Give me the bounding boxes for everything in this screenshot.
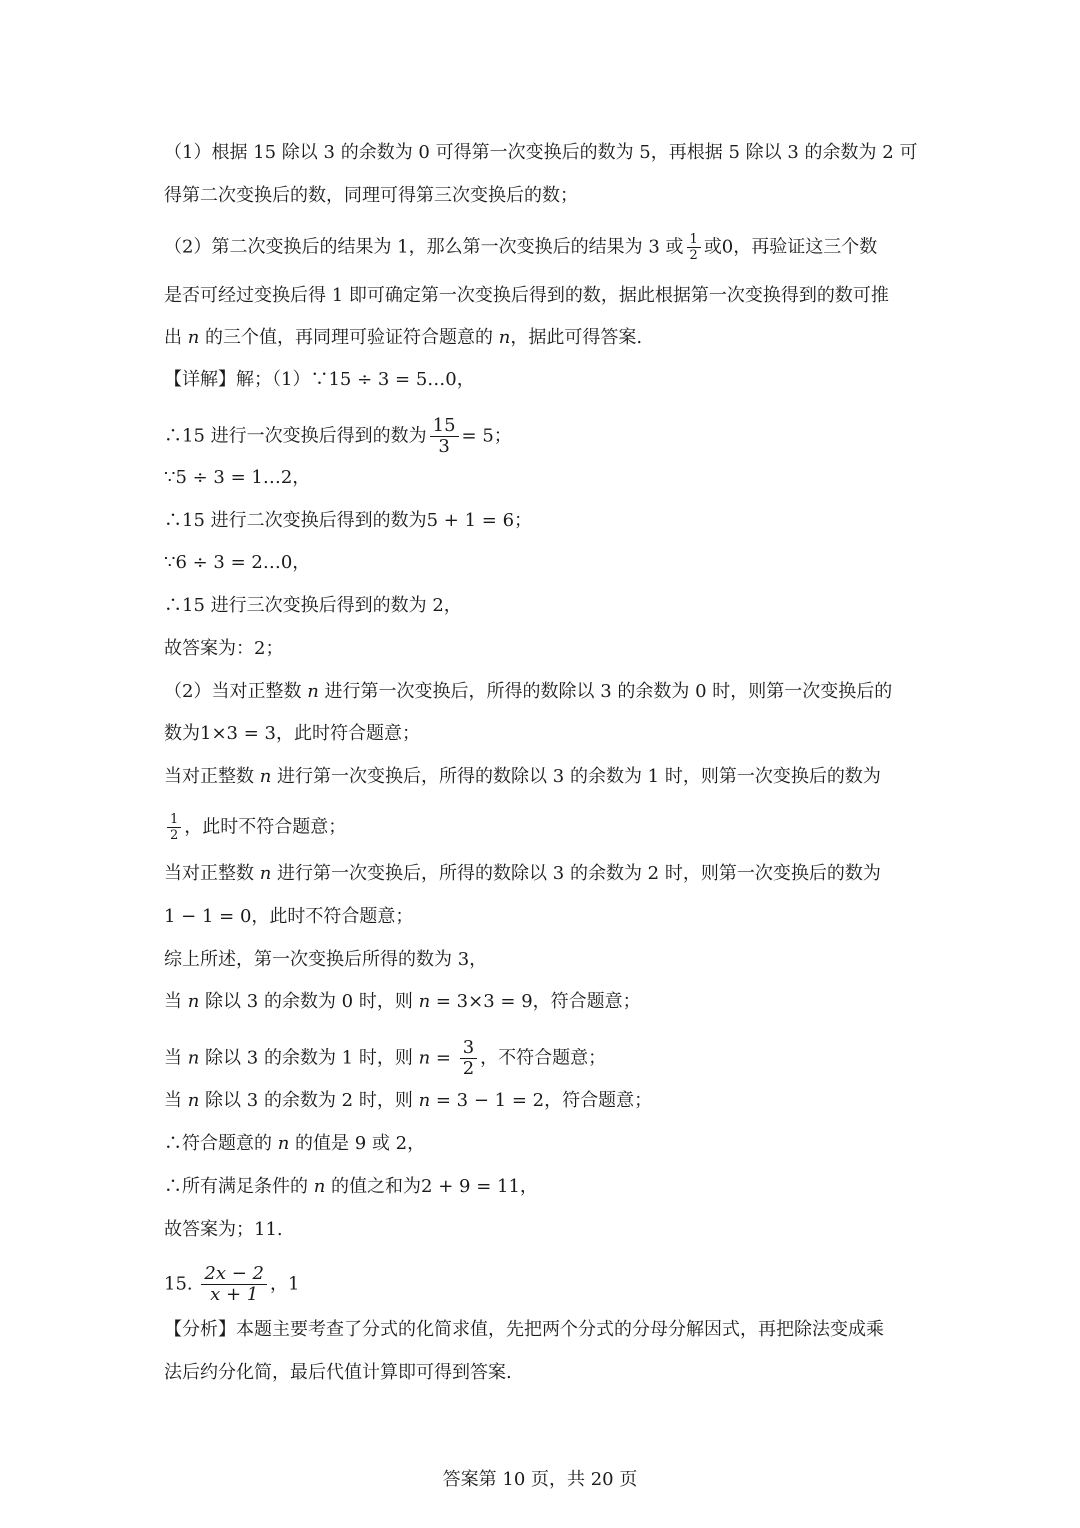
part2-line-4: $\frac{1}{2}$ ，此时不符合题意； — [164, 812, 924, 843]
part2-line-3: 当对正整数 n 进行第一次变换后，所得的数除以 3 的余数为 1 时，则第一次变换后的数为 — [164, 766, 881, 787]
detail-line-7: 故答案为：2； — [164, 638, 284, 659]
part2-line-8: 当 n 除以 3 的余数为 0 时，则 n = 3×3 = 9，符合题意； — [164, 991, 641, 1012]
analysis-line-2c: 出 n 的三个值，再同理可验证符合题意的 n，据此可得答案. — [164, 327, 643, 348]
fraction-one-half-2: $\frac{1}{2}$ — [167, 812, 181, 843]
part2-line-1: （2）当对正整数 n 进行第一次变换后，所得的数除以 3 的余数为 0 时，则第一次变换后的 — [164, 681, 893, 702]
detail-line-5: ∵6 ÷ 3 = 2…0， — [164, 552, 311, 573]
part2-line-10: 当 n 除以 3 的余数为 2 时，则 n = 3 − 1 = 2，符合题意； — [164, 1090, 653, 1111]
part2-line-13: 故答案为；11. — [164, 1219, 283, 1240]
fraction-15-over-3: $\frac{15}{3}$ — [430, 416, 459, 457]
part2-line-2: 数为1×3 = 3，此时符合题意； — [164, 723, 420, 744]
analysis-line-2b: 是否可经过变换后得 1 即可确定第一次变换后得到的数，据此根据第一次变换得到的数可推 — [164, 285, 889, 306]
part2-line-7: 综上所述，第一次变换后所得的数为 3， — [164, 949, 488, 970]
part2-line-5: 当对正整数 n 进行第一次变换后，所得的数除以 3 的余数为 2 时，则第一次变换后的数为 — [164, 863, 881, 884]
analysis-line-1b: 得第二次变换后的数，同理可得第三次变换后的数； — [164, 185, 578, 206]
fraction-one-half: $\frac{1}{2}$ — [687, 232, 701, 263]
part2-line-6: 1 − 1 = 0，此时不符合题意； — [164, 906, 414, 927]
question-15-answer: 15. $\frac{2x - 2}{x + 1}$ ，1 — [164, 1263, 300, 1305]
part2-line-11: ∴符合题意的 n 的值是 9 或 2， — [164, 1133, 426, 1154]
detail-line-1: 【详解】解；（1）∵15 ÷ 3 = 5…0， — [164, 369, 475, 390]
detail-line-3: ∵5 ÷ 3 = 1…2， — [164, 467, 311, 488]
detail-line-4: ∴15 进行二次变换后得到的数为5 + 1 = 6； — [164, 510, 533, 531]
fraction-answer-15: $\frac{2x - 2}{x + 1}$ — [201, 1264, 267, 1305]
analysis-line-1a: （1）根据 15 除以 3 的余数为 0 可得第一次变换后的数为 5，再根据 5 除以 3 的余数为 2 可 — [164, 142, 918, 163]
part2-line-12: ∴所有满足条件的 n 的值之和为2 + 9 = 11， — [164, 1176, 538, 1197]
fraction-3-over-2: $\frac{3}{2}$ — [460, 1038, 477, 1079]
detail-line-6: ∴15 进行三次变换后得到的数为 2， — [164, 595, 462, 616]
analysis-15-line-1: 【分析】本题主要考查了分式的化简求值，先把两个分式的分母分解因式，再把除法变成乘 — [164, 1319, 884, 1340]
page-footer: 答案第 10 页，共 20 页 — [442, 1469, 638, 1490]
analysis-15-line-2: 法后约分化简，最后代值计算即可得到答案. — [164, 1362, 512, 1383]
detail-line-2: ∴15 进行一次变换后得到的数为 $\frac{15}{3}$ = 5； — [164, 415, 512, 457]
part2-line-9: 当 n 除以 3 的余数为 1 时，则 n = $\frac{3}{2}$ ，不符合题意； — [164, 1037, 607, 1079]
analysis-line-2a: （2）第二次变换后的结果为 1，那么第一次变换后的结果为 3 或 $\frac{1}{2}$ 或0，再验证这三个数 — [164, 232, 878, 263]
